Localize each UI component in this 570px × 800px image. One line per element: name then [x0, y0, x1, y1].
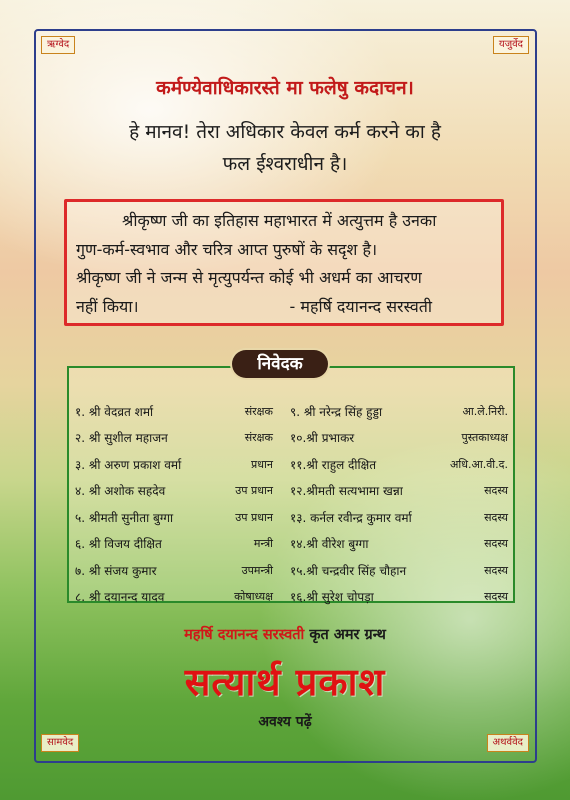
member-post: पुस्तकाध्यक्ष [461, 431, 508, 445]
corner-label-yajurveda: यजुर्वेद [493, 36, 529, 54]
member-row [290, 398, 508, 425]
member-row [75, 398, 273, 425]
meaning-line-2: फल ईश्वराधीन है। [222, 153, 348, 175]
member-post: कोषाध्यक्ष [234, 590, 273, 604]
member-post: आ.ले.निरी. [462, 404, 508, 418]
member-name: ९. श्री नरेन्द्र सिंह हुड्डा [290, 404, 383, 419]
member-row [290, 451, 508, 478]
member-post: प्रधान [251, 457, 273, 471]
member-name: ३. श्री अरुण प्रकाश वर्मा [75, 457, 182, 472]
quote-line-4-text: नहीं किया। [76, 296, 139, 316]
member-list-right [290, 398, 508, 610]
member-row [75, 531, 273, 558]
member-post: संरक्षक [244, 431, 273, 445]
meaning-line-1: हे मानव! तेरा अधिकार केवल कर्म करने का है [129, 121, 441, 143]
member-name: ११.श्री राहुल दीक्षित [290, 457, 377, 472]
member-row [290, 504, 508, 531]
quote-author: - महर्षि दयानन्द सरस्वती [289, 296, 432, 316]
quote-line-1: श्रीकृष्ण जी का इतिहास महाभारत में अत्युत्तम है उनका [122, 211, 437, 230]
corner-label-atharvaveda: अथर्ववेद [487, 734, 529, 752]
member-name: ८. श्री दयानन्द यादव [75, 590, 165, 605]
member-post: उप प्रधान [235, 484, 273, 498]
corner-label-samaveda: सामवेद [41, 734, 79, 752]
member-name: १२.श्रीमती सत्यभामा खन्ना [290, 484, 403, 499]
quote-line-3: श्रीकृष्ण जी ने जन्म से मृत्युपर्यन्त कोई भी अधर्म का आचरण [76, 268, 422, 287]
member-name: १४.श्री वीरेश बुग्गा [290, 537, 369, 552]
read-call-to-action: अवश्य पढ़ें [258, 714, 312, 730]
quote-box [64, 199, 504, 326]
member-name: २. श्री सुशील महाजन [75, 431, 168, 446]
member-post: सदस्य [484, 510, 508, 524]
corner-label-rigveda: ऋग्वेद [41, 36, 75, 54]
member-row [290, 584, 508, 611]
member-name: १३. कर्नल रवीन्द्र कुमार वर्मा [290, 510, 412, 525]
member-post: सदस्य [484, 563, 508, 577]
member-name: १५.श्री चन्द्रवीर सिंह चौहान [290, 563, 407, 578]
promo-line [0, 624, 570, 644]
member-row [290, 531, 508, 558]
member-row [290, 425, 508, 452]
member-name: १. श्री वेदव्रत शर्मा [75, 404, 154, 419]
member-row [290, 478, 508, 505]
member-post: उपमन्त्री [241, 563, 273, 577]
member-post: सदस्य [484, 537, 508, 551]
promo-author: महर्षि दयानन्द सरस्वती [184, 627, 305, 643]
member-name: ६. श्री विजय दीक्षित [75, 537, 162, 552]
member-row [75, 557, 273, 584]
member-name: १६.श्री सुरेश चोपड़ा [290, 590, 374, 605]
member-row [75, 584, 273, 611]
member-name: ४. श्री अशोक सहदेव [75, 484, 166, 499]
member-post: उप प्रधान [235, 510, 273, 524]
promo-suffix: कृत अमर ग्रन्थ [309, 627, 386, 643]
nivedak-badge: निवेदक [232, 350, 328, 378]
member-name: १०.श्री प्रभाकर [290, 431, 355, 446]
member-row [75, 451, 273, 478]
member-row [75, 504, 273, 531]
member-post: सदस्य [484, 590, 508, 604]
member-post: मन्त्री [253, 537, 273, 551]
member-post: संरक्षक [244, 404, 273, 418]
member-row [75, 478, 273, 505]
shloka-heading: कर्मण्येवाधिकारस्ते मा फलेषु कदाचन। [156, 77, 414, 99]
member-post: सदस्य [484, 484, 508, 498]
member-name: ५. श्रीमती सुनीता बुग्गा [75, 510, 174, 525]
member-name: ७. श्री संजय कुमार [75, 563, 157, 578]
quote-line-4 [76, 293, 492, 322]
member-post: अधि.आ.वी.द. [449, 457, 508, 471]
member-list-left [75, 398, 273, 610]
quote-line-2: गुण-कर्म-स्वभाव और चरित्र आप्त पुरुषों के सदृश है। [76, 239, 378, 259]
member-row [75, 425, 273, 452]
book-title: सत्यार्थ प्रकाश [184, 660, 386, 704]
member-row [290, 557, 508, 584]
